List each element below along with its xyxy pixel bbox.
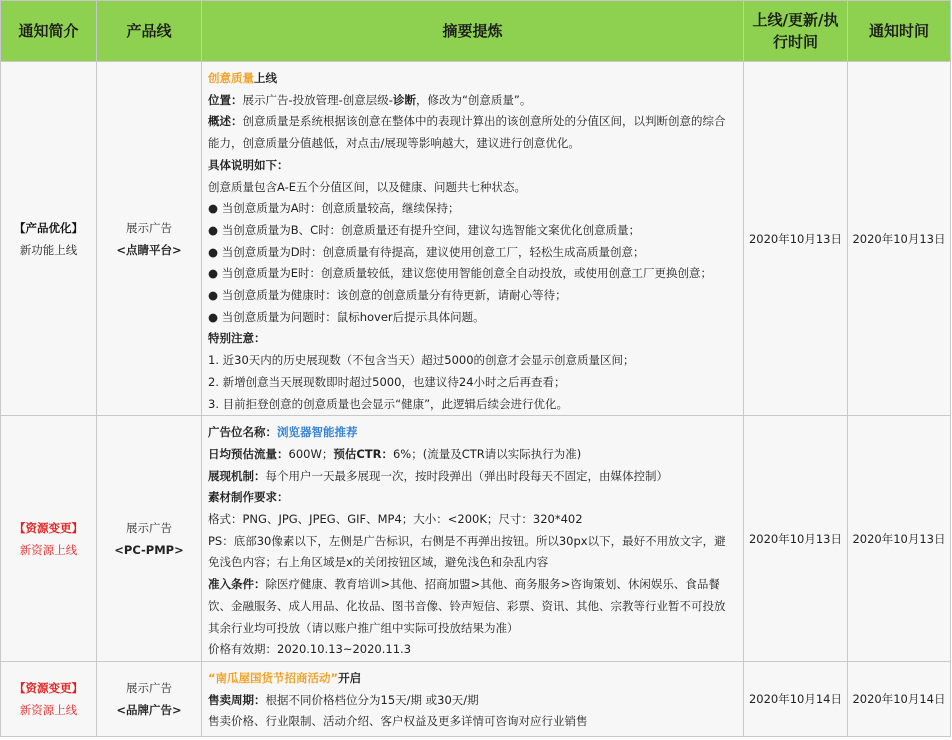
position-text: 展示广告-投放管理-创意层级- bbox=[242, 92, 393, 107]
detail-intro: 创意质量包含A-E五个分值区间，以及健康、问题共七种状态。 bbox=[208, 179, 527, 194]
row-notice-date: 2020年10月14日 bbox=[848, 661, 951, 736]
row-product-line1: 展示广告 bbox=[126, 680, 172, 695]
position-text-end: ，修改为“创意质量”。 bbox=[415, 92, 532, 107]
row-subtitle: 新资源上线 bbox=[19, 542, 78, 557]
table-row bbox=[1, 62, 951, 416]
header-online-time-line2: 行时间 bbox=[772, 33, 818, 51]
bullet-item: ● 当创意质量为E时：创意质量较低，建议您使用智能创意全自动投放，或使用创意工厂更换创意； bbox=[208, 266, 712, 281]
header-summary: 摘要提炼 bbox=[202, 1, 744, 62]
row-subtitle: 新资源上线 bbox=[19, 702, 78, 717]
header-product-line: 产品线 bbox=[97, 1, 202, 62]
cycle-text: 根据不同价格档位分为15天/期 或30天/期 bbox=[265, 692, 479, 707]
traffic-label: 日均预估流量： bbox=[208, 446, 289, 461]
table-header-row bbox=[1, 1, 951, 62]
row-product-line1: 展示广告 bbox=[126, 520, 172, 535]
material-label: 素材制作要求： bbox=[208, 490, 289, 505]
detail-label: 具体说明如下： bbox=[208, 157, 289, 172]
header-notice-time: 通知时间 bbox=[848, 1, 951, 62]
row-intro-cell bbox=[1, 416, 97, 662]
bullet-item: ● 当创意质量为B、C时：创意质量还有提升空间，建议勾选智能文案优化创意质量； bbox=[208, 222, 641, 237]
row-online-date: 2020年10月13日 bbox=[744, 416, 848, 662]
summary-title-highlight: “南瓜屋国货节招商活动” bbox=[208, 670, 339, 685]
overview-text: 创意质量是系统根据该创意在整体中的表现计算出的该创意所处的分值区间，以判断创意的综合能力，创意质量分值越低，对点击/展现等影响越大，建议进行创意优化。 bbox=[208, 114, 726, 151]
format-text: 格式：PNG、JPG、JPEG、GIF、MP4；大小：<200K；尺寸：320*402 bbox=[208, 512, 583, 527]
ad-name-value: 浏览器智能推荐 bbox=[277, 425, 358, 440]
mechanism-line bbox=[208, 466, 735, 488]
mechanism-label: 展现机制： bbox=[208, 468, 266, 483]
row-subtitle: 新功能上线 bbox=[19, 242, 78, 257]
row-intro-cell bbox=[1, 62, 97, 416]
row-tag: 【产品优化】 bbox=[14, 220, 83, 235]
note-label: 特别注意： bbox=[208, 331, 266, 346]
header-online-time bbox=[744, 1, 848, 62]
row-tag: 【资源变更】 bbox=[14, 520, 83, 535]
row-summary-cell bbox=[202, 416, 744, 662]
position-label: 位置： bbox=[208, 92, 243, 107]
position-text-bold: 诊断 bbox=[392, 92, 416, 107]
cycle-label: 售卖周期： bbox=[208, 692, 266, 707]
access-label: 准入条件： bbox=[208, 577, 266, 592]
summary-title-rest: 上线 bbox=[254, 71, 277, 85]
summary-title bbox=[208, 68, 735, 90]
header-online-time-line1: 上线/更新/执 bbox=[752, 11, 839, 29]
summary-title-highlight: 创意质量 bbox=[208, 71, 254, 85]
traffic-value: 600W； bbox=[288, 446, 334, 461]
row-tag: 【资源变更】 bbox=[14, 680, 83, 695]
table-row bbox=[1, 416, 951, 662]
access-text: 除医疗健康、教育培训>其他、招商加盟>其他、商务服务>咨询策划、休闲娱乐、食品餐饮、金融服务、成人用品、化妆品、图书音像、铃声短信、彩票、资讯、其他、宗教等行业暂不可投放其余行业均可投放（请以账户推广组中实际可投放结果为准） bbox=[208, 577, 726, 635]
bullet-item: ● 当创意质量为健康时：该创意的创意质量分有待更新，请耐心等待； bbox=[208, 288, 567, 303]
ad-name bbox=[208, 422, 735, 444]
summary-title bbox=[208, 668, 735, 690]
row-product-line2: <品牌广告> bbox=[116, 702, 182, 717]
bullet-item: ● 当创意质量为问题时：鼠标hover后提示具体问题。 bbox=[208, 309, 485, 324]
ctr-value: 6%；(流量及CTR请以实际执行为准) bbox=[392, 446, 582, 461]
bullet-item: ● 当创意质量为A时：创意质量较高，继续保持； bbox=[208, 201, 460, 216]
row-product-cell bbox=[97, 62, 202, 416]
row-summary-cell bbox=[202, 62, 744, 416]
more-text: 售卖价格、行业限制、活动介绍、客户权益及更多详情可咨询对应行业销售 bbox=[208, 714, 588, 729]
summary-title-rest: 开启 bbox=[338, 670, 362, 685]
summary-overview bbox=[208, 111, 735, 154]
row-online-date: 2020年10月14日 bbox=[744, 661, 848, 736]
row-product-cell bbox=[97, 661, 202, 736]
row-product-line2: <点睛平台> bbox=[116, 242, 182, 257]
ps-text: PS：底部30像素以下，左侧是广告标识，右侧是不再弹出按钮。所以30px以下，最好不用放文字，避免浅色内容；右上角区域是x的关闭按钮区域，避免浅色和杂乱内容 bbox=[208, 533, 726, 570]
note-item: 2. 新增创意当天展现数即时超过5000，也建议待24小时之后再查看； bbox=[208, 374, 566, 389]
row-online-date: 2020年10月13日 bbox=[744, 62, 848, 416]
row-summary-cell bbox=[202, 661, 744, 736]
row-notice-date: 2020年10月13日 bbox=[848, 62, 951, 416]
ctr-label: 预估CTR： bbox=[333, 446, 393, 461]
row-product-line1: 展示广告 bbox=[126, 220, 172, 235]
header-intro: 通知简介 bbox=[1, 1, 97, 62]
overview-label: 概述： bbox=[208, 114, 243, 129]
row-product-cell bbox=[97, 416, 202, 662]
traffic-line bbox=[208, 444, 735, 466]
table-row bbox=[1, 661, 951, 736]
row-notice-date: 2020年10月13日 bbox=[848, 416, 951, 662]
note-item: 1. 近30天内的历史展现数（不包含当天）超过5000的创意才会显示创意质量区间； bbox=[208, 353, 635, 368]
row-product-line2: <PC-PMP> bbox=[114, 542, 184, 557]
note-item: 3. 目前拒登创意的创意质量也会显示“健康”，此逻辑后续会进行优化。 bbox=[208, 396, 569, 411]
row-intro-cell bbox=[1, 661, 97, 736]
price-text: 价格有效期：2020.10.13~2020.11.3 bbox=[208, 642, 412, 657]
ad-name-label: 广告位名称： bbox=[208, 425, 277, 440]
bullet-item: ● 当创意质量为D时：创意质量有待提高，建议使用创意工厂，轻松生成高质量创意； bbox=[208, 244, 645, 259]
cycle-line bbox=[208, 690, 735, 712]
mechanism-text: 每个用户一天最多展现一次，按时段弹出（弹出时段每天不固定，由媒体控制） bbox=[265, 468, 668, 483]
access-line bbox=[208, 574, 735, 639]
summary-position bbox=[208, 90, 735, 112]
